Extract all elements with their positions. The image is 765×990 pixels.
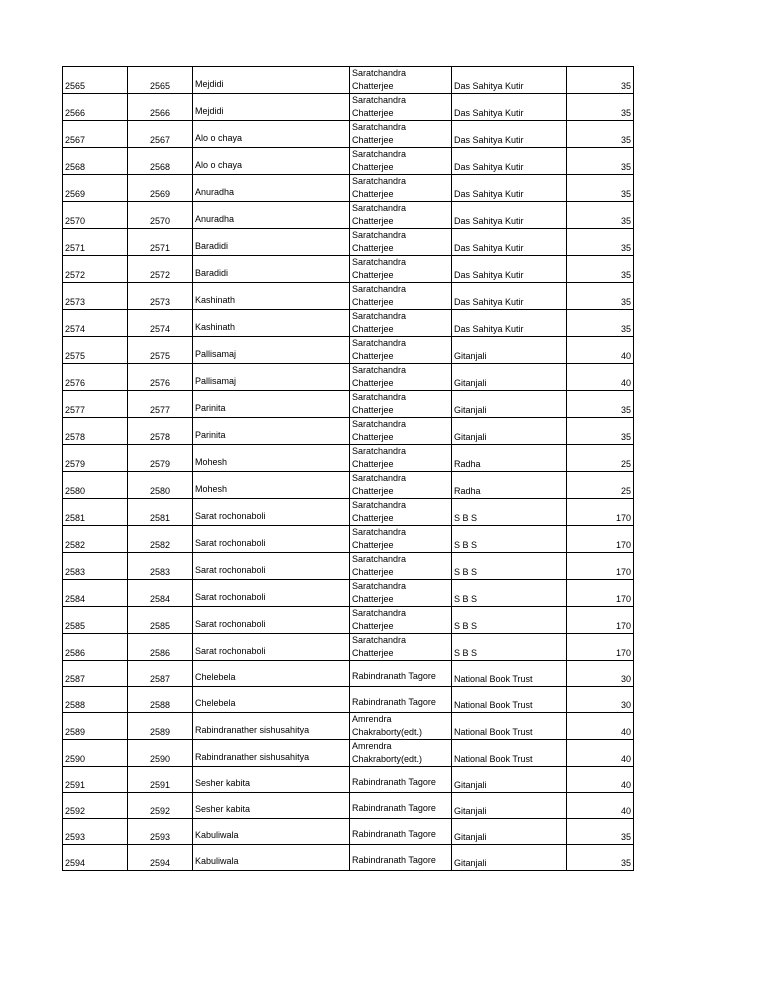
- title-cell: Parinita: [193, 391, 350, 418]
- accession-number-cell: 2574: [63, 310, 128, 337]
- price-cell: 170: [567, 607, 634, 634]
- author-cell: Amrendra Chakraborty(edt.): [350, 740, 452, 767]
- table-row: [63, 229, 634, 256]
- publisher-cell: Radha: [452, 445, 567, 472]
- book-number-cell: 2573: [128, 283, 193, 310]
- price-cell: 35: [567, 418, 634, 445]
- publisher-cell: Gitanjali: [452, 391, 567, 418]
- table-row: [63, 472, 634, 499]
- publisher-cell: S B S: [452, 526, 567, 553]
- table-row: [63, 67, 634, 94]
- author-cell: Saratchandra Chatterjee: [350, 580, 452, 607]
- price-cell: 40: [567, 337, 634, 364]
- book-number-cell: 2585: [128, 607, 193, 634]
- price-cell: 35: [567, 391, 634, 418]
- price-cell: 25: [567, 445, 634, 472]
- book-number-cell: 2565: [128, 67, 193, 94]
- table-body: [63, 67, 634, 871]
- table-row: [63, 391, 634, 418]
- price-cell: 35: [567, 845, 634, 871]
- publisher-cell: National Book Trust: [452, 687, 567, 713]
- publisher-cell: Das Sahitya Kutir: [452, 67, 567, 94]
- table-row: [63, 202, 634, 229]
- publisher-cell: Gitanjali: [452, 364, 567, 391]
- title-cell: Mohesh: [193, 472, 350, 499]
- accession-number-cell: 2578: [63, 418, 128, 445]
- price-cell: 35: [567, 256, 634, 283]
- author-cell: Saratchandra Chatterjee: [350, 175, 452, 202]
- author-cell: Saratchandra Chatterjee: [350, 121, 452, 148]
- price-cell: 35: [567, 310, 634, 337]
- title-cell: Sarat rochonaboli: [193, 526, 350, 553]
- author-cell: Saratchandra Chatterjee: [350, 634, 452, 661]
- author-cell: Saratchandra Chatterjee: [350, 148, 452, 175]
- title-cell: Sarat rochonaboli: [193, 499, 350, 526]
- price-cell: 170: [567, 553, 634, 580]
- publisher-cell: Das Sahitya Kutir: [452, 94, 567, 121]
- author-cell: Saratchandra Chatterjee: [350, 445, 452, 472]
- book-number-cell: 2590: [128, 740, 193, 767]
- table-row: [63, 310, 634, 337]
- publisher-cell: Gitanjali: [452, 767, 567, 793]
- price-cell: 170: [567, 580, 634, 607]
- book-number-cell: 2570: [128, 202, 193, 229]
- price-cell: 35: [567, 94, 634, 121]
- table-row: [63, 793, 634, 819]
- author-cell: Saratchandra Chatterjee: [350, 229, 452, 256]
- author-cell: Rabindranath Tagore: [350, 767, 452, 793]
- publisher-cell: S B S: [452, 634, 567, 661]
- price-cell: 35: [567, 121, 634, 148]
- author-cell: Rabindranath Tagore: [350, 845, 452, 871]
- publisher-cell: Gitanjali: [452, 418, 567, 445]
- title-cell: Chelebela: [193, 661, 350, 687]
- accession-number-cell: 2577: [63, 391, 128, 418]
- accession-number-cell: 2575: [63, 337, 128, 364]
- book-number-cell: 2579: [128, 445, 193, 472]
- price-cell: 40: [567, 364, 634, 391]
- price-cell: 35: [567, 67, 634, 94]
- title-cell: Mejdidi: [193, 94, 350, 121]
- price-cell: 35: [567, 148, 634, 175]
- publisher-cell: Das Sahitya Kutir: [452, 202, 567, 229]
- book-number-cell: 2566: [128, 94, 193, 121]
- book-number-cell: 2572: [128, 256, 193, 283]
- table-row: [63, 337, 634, 364]
- table-row: [63, 687, 634, 713]
- table-row: [63, 526, 634, 553]
- book-number-cell: 2586: [128, 634, 193, 661]
- book-number-cell: 2582: [128, 526, 193, 553]
- author-cell: Rabindranath Tagore: [350, 661, 452, 687]
- author-cell: Saratchandra Chatterjee: [350, 283, 452, 310]
- price-cell: 40: [567, 767, 634, 793]
- book-number-cell: 2592: [128, 793, 193, 819]
- author-cell: Saratchandra Chatterjee: [350, 67, 452, 94]
- publisher-cell: S B S: [452, 553, 567, 580]
- accession-number-cell: 2581: [63, 499, 128, 526]
- table-row: [63, 819, 634, 845]
- book-number-cell: 2575: [128, 337, 193, 364]
- author-cell: Saratchandra Chatterjee: [350, 607, 452, 634]
- publisher-cell: Das Sahitya Kutir: [452, 175, 567, 202]
- title-cell: Kashinath: [193, 283, 350, 310]
- book-number-cell: 2578: [128, 418, 193, 445]
- author-cell: Saratchandra Chatterjee: [350, 418, 452, 445]
- title-cell: Sarat rochonaboli: [193, 553, 350, 580]
- publisher-cell: Gitanjali: [452, 793, 567, 819]
- accession-number-cell: 2569: [63, 175, 128, 202]
- publisher-cell: S B S: [452, 580, 567, 607]
- accession-number-cell: 2592: [63, 793, 128, 819]
- table-row: [63, 121, 634, 148]
- accession-number-cell: 2573: [63, 283, 128, 310]
- book-number-cell: 2577: [128, 391, 193, 418]
- title-cell: Sesher kabita: [193, 767, 350, 793]
- book-number-cell: 2593: [128, 819, 193, 845]
- book-number-cell: 2580: [128, 472, 193, 499]
- author-cell: Saratchandra Chatterjee: [350, 94, 452, 121]
- author-cell: Saratchandra Chatterjee: [350, 202, 452, 229]
- table-row: [63, 175, 634, 202]
- table-row: [63, 148, 634, 175]
- price-cell: 40: [567, 793, 634, 819]
- title-cell: Mohesh: [193, 445, 350, 472]
- title-cell: Sarat rochonaboli: [193, 634, 350, 661]
- accession-number-cell: 2590: [63, 740, 128, 767]
- price-cell: 35: [567, 283, 634, 310]
- table-row: [63, 740, 634, 767]
- price-cell: 30: [567, 687, 634, 713]
- author-cell: Saratchandra Chatterjee: [350, 337, 452, 364]
- accession-number-cell: 2593: [63, 819, 128, 845]
- table-row: [63, 256, 634, 283]
- book-number-cell: 2591: [128, 767, 193, 793]
- book-number-cell: 2567: [128, 121, 193, 148]
- accession-number-cell: 2567: [63, 121, 128, 148]
- book-number-cell: 2594: [128, 845, 193, 871]
- title-cell: Alo o chaya: [193, 148, 350, 175]
- price-cell: 40: [567, 713, 634, 740]
- table-row: [63, 607, 634, 634]
- author-cell: Saratchandra Chatterjee: [350, 310, 452, 337]
- author-cell: Amrendra Chakraborty(edt.): [350, 713, 452, 740]
- author-cell: Saratchandra Chatterjee: [350, 553, 452, 580]
- table-row: [63, 418, 634, 445]
- title-cell: Rabindranather sishusahitya: [193, 740, 350, 767]
- book-number-cell: 2568: [128, 148, 193, 175]
- price-cell: 170: [567, 634, 634, 661]
- accession-number-cell: 2588: [63, 687, 128, 713]
- table-row: [63, 94, 634, 121]
- publisher-cell: Das Sahitya Kutir: [452, 310, 567, 337]
- accession-number-cell: 2591: [63, 767, 128, 793]
- table-row: [63, 283, 634, 310]
- accession-number-cell: 2585: [63, 607, 128, 634]
- author-cell: Saratchandra Chatterjee: [350, 364, 452, 391]
- book-number-cell: 2588: [128, 687, 193, 713]
- title-cell: Alo o chaya: [193, 121, 350, 148]
- accession-number-cell: 2583: [63, 553, 128, 580]
- table-row: [63, 634, 634, 661]
- accession-number-cell: 2566: [63, 94, 128, 121]
- title-cell: Rabindranather sishusahitya: [193, 713, 350, 740]
- publisher-cell: Gitanjali: [452, 845, 567, 871]
- table-row: [63, 713, 634, 740]
- table-row: [63, 845, 634, 871]
- publisher-cell: National Book Trust: [452, 661, 567, 687]
- author-cell: Rabindranath Tagore: [350, 819, 452, 845]
- author-cell: Saratchandra Chatterjee: [350, 526, 452, 553]
- publisher-cell: S B S: [452, 499, 567, 526]
- accession-number-cell: 2579: [63, 445, 128, 472]
- accession-number-cell: 2568: [63, 148, 128, 175]
- price-cell: 35: [567, 229, 634, 256]
- publisher-cell: Das Sahitya Kutir: [452, 229, 567, 256]
- author-cell: Saratchandra Chatterjee: [350, 256, 452, 283]
- table-row: [63, 553, 634, 580]
- accession-number-cell: 2594: [63, 845, 128, 871]
- price-cell: 170: [567, 499, 634, 526]
- publisher-cell: Gitanjali: [452, 819, 567, 845]
- title-cell: Sesher kabita: [193, 793, 350, 819]
- accession-number-cell: 2582: [63, 526, 128, 553]
- book-number-cell: 2589: [128, 713, 193, 740]
- title-cell: Pallisamaj: [193, 364, 350, 391]
- table-row: [63, 499, 634, 526]
- accession-number-cell: 2589: [63, 713, 128, 740]
- title-cell: Parinita: [193, 418, 350, 445]
- price-cell: 35: [567, 202, 634, 229]
- title-cell: Anuradha: [193, 202, 350, 229]
- book-number-cell: 2587: [128, 661, 193, 687]
- table-row: [63, 445, 634, 472]
- table-row: [63, 661, 634, 687]
- table-row: [63, 580, 634, 607]
- book-number-cell: 2569: [128, 175, 193, 202]
- table-row: [63, 364, 634, 391]
- publisher-cell: S B S: [452, 607, 567, 634]
- title-cell: Sarat rochonaboli: [193, 607, 350, 634]
- publisher-cell: National Book Trust: [452, 740, 567, 767]
- publisher-cell: Radha: [452, 472, 567, 499]
- title-cell: Anuradha: [193, 175, 350, 202]
- title-cell: Kashinath: [193, 310, 350, 337]
- author-cell: Saratchandra Chatterjee: [350, 391, 452, 418]
- book-number-cell: 2571: [128, 229, 193, 256]
- accession-number-cell: 2586: [63, 634, 128, 661]
- publisher-cell: Das Sahitya Kutir: [452, 121, 567, 148]
- accession-number-cell: 2580: [63, 472, 128, 499]
- title-cell: Sarat rochonaboli: [193, 580, 350, 607]
- table-row: [63, 767, 634, 793]
- price-cell: 170: [567, 526, 634, 553]
- accession-number-cell: 2587: [63, 661, 128, 687]
- title-cell: Kabuliwala: [193, 845, 350, 871]
- accession-number-cell: 2565: [63, 67, 128, 94]
- book-catalog-table: [62, 66, 634, 871]
- author-cell: Rabindranath Tagore: [350, 687, 452, 713]
- book-number-cell: 2581: [128, 499, 193, 526]
- accession-number-cell: 2572: [63, 256, 128, 283]
- author-cell: Saratchandra Chatterjee: [350, 499, 452, 526]
- price-cell: 30: [567, 661, 634, 687]
- publisher-cell: Gitanjali: [452, 337, 567, 364]
- book-number-cell: 2574: [128, 310, 193, 337]
- accession-number-cell: 2584: [63, 580, 128, 607]
- title-cell: Chelebela: [193, 687, 350, 713]
- price-cell: 35: [567, 819, 634, 845]
- publisher-cell: Das Sahitya Kutir: [452, 256, 567, 283]
- title-cell: Baradidi: [193, 229, 350, 256]
- title-cell: Kabuliwala: [193, 819, 350, 845]
- author-cell: Rabindranath Tagore: [350, 793, 452, 819]
- author-cell: Saratchandra Chatterjee: [350, 472, 452, 499]
- book-number-cell: 2576: [128, 364, 193, 391]
- book-number-cell: 2583: [128, 553, 193, 580]
- publisher-cell: Das Sahitya Kutir: [452, 148, 567, 175]
- price-cell: 40: [567, 740, 634, 767]
- publisher-cell: Das Sahitya Kutir: [452, 283, 567, 310]
- title-cell: Pallisamaj: [193, 337, 350, 364]
- book-number-cell: 2584: [128, 580, 193, 607]
- publisher-cell: National Book Trust: [452, 713, 567, 740]
- price-cell: 25: [567, 472, 634, 499]
- accession-number-cell: 2576: [63, 364, 128, 391]
- price-cell: 35: [567, 175, 634, 202]
- title-cell: Baradidi: [193, 256, 350, 283]
- title-cell: Mejdidi: [193, 67, 350, 94]
- accession-number-cell: 2571: [63, 229, 128, 256]
- accession-number-cell: 2570: [63, 202, 128, 229]
